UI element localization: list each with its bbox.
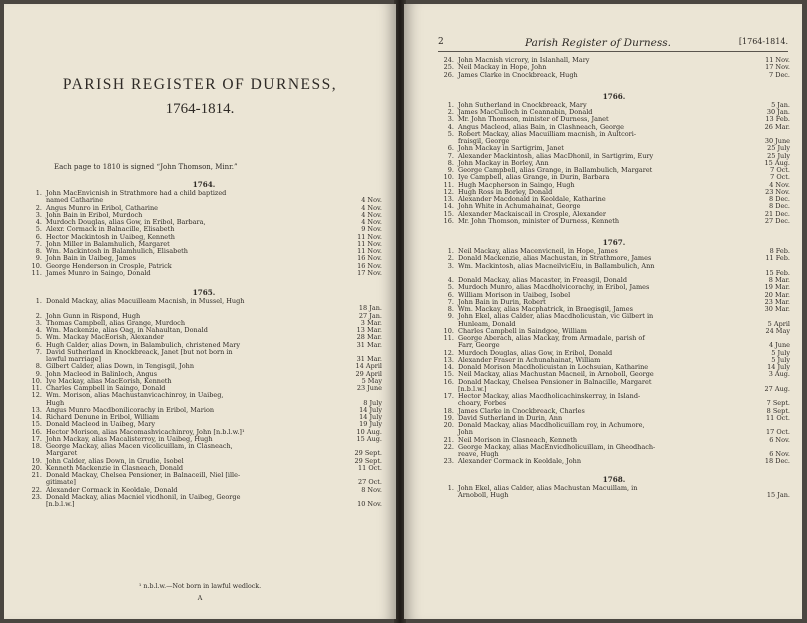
entry-number: 14. xyxy=(443,363,454,371)
entry-date: 30 Jan. xyxy=(766,108,790,116)
entry-text: Iye Mackay, alias MacEorish, Kenneth xyxy=(46,376,172,385)
entry-date: 19 Mar. xyxy=(764,283,790,292)
register-entry xyxy=(438,422,790,429)
entry-text: David Sutherland in Durin, Ann xyxy=(458,413,563,422)
entry-date: 17 Nov. xyxy=(357,268,382,277)
entry-number: 8. xyxy=(447,305,454,313)
entry-date: 23 Nov. xyxy=(765,187,790,196)
entry-text: Hugh Ross in Borley, Donald xyxy=(458,187,553,196)
entry-text: Murdoch Munro, alias Macdholvicorachy, in Eribol, James xyxy=(458,283,650,292)
entry-text: Hector Mackay, alias Macdholicachinskerray, in Island- xyxy=(458,392,641,400)
entry-date: 8 Feb. xyxy=(769,247,790,255)
entry-text: Kenneth Mackenzie in Clasneach, Donald xyxy=(46,463,184,472)
entry-date: 8 Dec. xyxy=(769,202,790,211)
entry-number: 25. xyxy=(443,63,454,72)
entry-date: 18 Jan. xyxy=(358,304,382,313)
entry-number: 2. xyxy=(35,311,42,320)
entry-date: 4 Nov. xyxy=(769,180,790,189)
entry-text: choary, Forbes xyxy=(458,399,507,408)
entry-date: 14 July xyxy=(767,363,790,371)
entry-number: 15. xyxy=(443,209,454,218)
entry-number: 23. xyxy=(443,457,454,466)
entry-date: 16 Nov. xyxy=(357,261,382,270)
entry-number: 9. xyxy=(35,254,42,263)
entry-text: Alexander Macdonald in Keoldale, Katharine xyxy=(458,195,606,203)
entry-text: James MacCulloch in Ceannabin, Donald xyxy=(458,108,593,116)
entry-date: 21 Dec. xyxy=(764,209,790,218)
entry-number: 3. xyxy=(447,261,454,270)
entry-text: [n.b.l.w.] xyxy=(458,384,487,393)
entry-text: Wm. Mackintosh in Balamhulich, Elisabeth xyxy=(46,247,188,255)
entry-number: 22. xyxy=(443,442,454,451)
entry-text: Murdoch Douglas, alias Gow, in Eribol, Donald xyxy=(458,348,613,357)
entry-date: 11 Nov. xyxy=(765,56,790,64)
entry-date: 4 June xyxy=(768,341,790,350)
entry-text: Iye Campbell, alias Grange, in Durin, Barbara xyxy=(458,173,610,182)
entry-date: 16 Nov. xyxy=(357,254,382,263)
entry-date: 19 July xyxy=(359,420,382,429)
entry-text: Donald Mackay, Chelsea Pensioner in Balnacille, Margaret xyxy=(458,377,652,386)
entry-date: 9 Nov. xyxy=(361,225,382,234)
entry-date: 3 Mar. xyxy=(360,318,382,327)
entry-date: 5 May xyxy=(361,376,382,385)
entry-text: John Bain in Durin, Robert xyxy=(458,297,546,306)
entry-date: 8 July xyxy=(363,398,382,407)
entry-number: 15. xyxy=(443,370,454,379)
entry-number: 10. xyxy=(443,326,454,335)
register-entry xyxy=(438,72,790,79)
year-block xyxy=(438,474,790,500)
entry-text: Angus Munro Macdbonilicorachy in Eribol, Marion xyxy=(46,405,215,414)
running-head xyxy=(438,37,788,49)
entry-number: 8. xyxy=(447,158,454,167)
entry-date: 11 Oct. xyxy=(766,413,790,422)
entry-date: 3 Aug. xyxy=(768,370,790,379)
entry-text: Arnoboll, Hugh xyxy=(458,490,509,499)
entry-text: Thomas Campbell, alias Grange, Murdoch xyxy=(46,318,186,327)
entry-number: 19. xyxy=(31,456,42,465)
entry-date: 23 June xyxy=(356,384,382,392)
entry-number: 6. xyxy=(447,144,454,153)
entry-number: 8. xyxy=(35,247,42,255)
entry-text: reave, Hugh xyxy=(458,450,499,458)
entry-text: Farr, George xyxy=(458,341,500,350)
entry-number: 16. xyxy=(443,377,454,386)
entry-number: 10. xyxy=(31,376,42,385)
entry-date: 5 July xyxy=(771,348,790,357)
year-block xyxy=(438,237,790,466)
entry-date: 24 May xyxy=(765,326,790,335)
entry-date: 15 Feb. xyxy=(765,268,790,277)
year-heading: 1764. xyxy=(192,180,216,189)
running-years: [1764-1814. xyxy=(738,37,788,46)
entry-number: 6. xyxy=(35,340,42,349)
entry-date: 6 Nov. xyxy=(769,435,790,444)
entry-number: 5. xyxy=(447,283,454,292)
entry-number: 10. xyxy=(443,173,454,182)
entry-text: John Ekel, alias Calder, alias Machustan Macuillam, in xyxy=(458,483,638,492)
entry-date: 13 Mar. xyxy=(356,326,382,334)
register-entry xyxy=(26,494,382,501)
entry-date: 13 Feb. xyxy=(765,115,790,124)
entry-text: John White in Achumahainat, George xyxy=(458,202,581,211)
entry-date: 29 Sept. xyxy=(354,456,382,465)
entry-number: 8. xyxy=(35,362,42,371)
entry-text: Hunleam, Donald xyxy=(458,319,516,328)
entry-number: 5. xyxy=(447,129,454,138)
entry-number: 11. xyxy=(31,384,42,392)
entry-text: John Bain in Uaibeg, James xyxy=(46,254,136,263)
entry-text: Wm. Mackay, alias Macphatrick, in Braegisgil, James xyxy=(458,305,633,313)
left-register-entries xyxy=(26,179,382,508)
entry-date: 28 Mar. xyxy=(356,333,382,342)
entry-text: Donald Mackay, alias Macaster, in Freasgil, Donald xyxy=(458,276,627,284)
entry-text: Hector Morison, alias Macomashvicachinroy, John [n.b.l.w.]¹ xyxy=(46,427,245,436)
entry-text: Donald Mackay, alias Macdholicuillam roy, in Achumore, xyxy=(458,421,645,429)
entry-text: Wm. Mackenzie, alias Oag, in Nahaultan, Donald xyxy=(46,326,208,334)
entry-date: 11 Nov. xyxy=(357,247,382,255)
entry-date: 27 Jan. xyxy=(358,311,382,320)
entry-number: 7. xyxy=(35,239,42,248)
register-entry xyxy=(438,379,790,386)
entry-text: George Henderson in Crosple, Patrick xyxy=(46,261,172,270)
entry-number: 12. xyxy=(443,187,454,196)
left-page xyxy=(4,4,396,619)
entry-date: 7 Oct. xyxy=(770,173,790,182)
entry-number: 16. xyxy=(31,427,42,436)
entry-text: William Morison in Uaibeg, Isobel xyxy=(458,290,571,299)
entry-date: 11 Nov. xyxy=(357,232,382,241)
entry-number xyxy=(438,492,458,499)
running-title: Parish Register of Durness. xyxy=(525,37,671,49)
entry-text: Neil Mackay, alias Macenvicneil, in Hope, James xyxy=(458,247,618,255)
entry-date: 29 April xyxy=(355,369,382,378)
signature-mark: A xyxy=(197,595,203,602)
entry-text: Alexander Mackaiscail in Crosple, Alexander xyxy=(458,209,607,218)
entry-text: George Aberach, alias Mackay, from Armadale, parish of xyxy=(458,334,645,342)
entry-date: 5 July xyxy=(771,355,790,364)
entry-number: 5. xyxy=(35,225,42,234)
entry-text: John Mackay in Sartigrim, Janet xyxy=(458,144,564,153)
entry-text: Alexr. Cormack in Balnacille, Elisabeth xyxy=(46,225,175,234)
register-entry xyxy=(438,263,790,270)
entry-text: John Mackay, alias Macalisterroy, in Uaibeg, Hugh xyxy=(46,434,213,443)
entry-text: Robert Mackay, alias Macuilliam macnish, in Aultcori- xyxy=(458,129,637,138)
entry-number: 21. xyxy=(443,435,454,444)
entry-number: 7. xyxy=(35,347,42,356)
entry-date: 30 June xyxy=(764,137,790,145)
entry-text: lawful marriage] xyxy=(46,355,102,363)
entry-text: Neil Mackay in Hope, John xyxy=(458,63,547,72)
entry-number: 11. xyxy=(443,180,454,189)
entry-number: 24. xyxy=(443,56,454,64)
entry-number: 15. xyxy=(31,420,42,429)
entry-date: 15 Jan. xyxy=(766,490,790,499)
entry-text: Hugh xyxy=(46,398,65,407)
entry-number: 21. xyxy=(31,471,42,479)
entry-number: 2. xyxy=(447,108,454,116)
entry-text: Charles Campbell in Saingo, Donald xyxy=(46,384,166,392)
entry-text: John Miller in Balamhulich, Margaret xyxy=(46,239,170,248)
entry-number: 18. xyxy=(31,442,42,450)
register-entry xyxy=(438,218,790,225)
entry-number: 17. xyxy=(31,434,42,443)
header-rule xyxy=(438,51,788,52)
entry-date: 4 Nov. xyxy=(361,203,382,212)
entry-text: Wm. Mackay MacEorish, Alexander xyxy=(46,333,164,342)
right-register-entries xyxy=(438,57,790,499)
register-entry xyxy=(26,501,382,508)
entry-text: fraisgil, George xyxy=(458,137,510,145)
year-heading: 1765. xyxy=(192,288,216,297)
entry-number: 3. xyxy=(447,115,454,124)
entry-text: Alexander Mackintosh, alias MacDhonil, in Sartigrim, Eury xyxy=(458,151,654,160)
year-block xyxy=(438,91,790,225)
entry-number: 1. xyxy=(35,297,42,305)
entry-number: 1. xyxy=(447,100,454,109)
entry-number: 14. xyxy=(31,413,42,421)
entry-text: gitimate] xyxy=(46,478,76,487)
entry-number: 20. xyxy=(443,421,454,429)
entry-number: 18. xyxy=(443,406,454,415)
register-entry xyxy=(26,298,382,305)
page-title: PARISH REGISTER OF DURNESS, xyxy=(62,76,338,93)
entry-number: 9. xyxy=(447,312,454,321)
entry-number: 1. xyxy=(447,483,454,492)
entry-text: John Ekel, alias Calder, alias Macdholicustan, vic Gilbert in xyxy=(458,312,654,321)
entry-number: 11. xyxy=(31,268,42,277)
entry-text: Neil Morison in Clasneach, Kenneth xyxy=(458,435,578,444)
entry-number: 2. xyxy=(447,254,454,263)
entry-date: 14 July xyxy=(359,405,382,414)
register-entry xyxy=(438,492,790,499)
entry-number: 2. xyxy=(35,203,42,212)
entry-date: 17 Oct. xyxy=(766,428,790,437)
entry-text: Neil Mackay, alias Machustan Macneil, in Arnoboll, George xyxy=(458,370,654,379)
signed-note: Each page to 1810 is signed “John Thomson, Minr.” xyxy=(54,163,238,171)
entry-date: 29 Sept. xyxy=(354,449,382,458)
entry-text: Mr. John Thomson, minister of Durness, Janet xyxy=(458,115,609,124)
entry-number: 16. xyxy=(443,216,454,225)
entry-text: Margaret xyxy=(46,449,78,458)
entry-text: Alexander Cormack in Keoldale, Donald xyxy=(46,485,178,494)
entry-text: George Campbell, alias Grange, in Ballambulich, Margaret xyxy=(458,166,653,174)
entry-number: 12. xyxy=(443,348,454,357)
entry-text: Gilbert Calder, alias Down, in Tengisgil, John xyxy=(46,362,195,371)
entry-date: 11 Feb. xyxy=(765,254,790,263)
entry-text: Donald Mackay, alias Macuilleam Macnish, in Mussel, Hugh xyxy=(46,297,245,305)
footnote: ¹ n.b.l.w.—Not born in lawful wedlock. xyxy=(138,583,262,590)
entry-text: [n.b.l.w.] xyxy=(46,500,75,508)
entry-number: 9. xyxy=(35,369,42,378)
entry-text: Richard Denune in Eribol, William xyxy=(46,413,160,421)
entry-date: 23 Mar. xyxy=(764,297,790,306)
year-block xyxy=(438,57,790,79)
entry-date: 14 April xyxy=(355,362,382,371)
entry-number: 7. xyxy=(447,151,454,160)
entry-text: James Clarke in Cnockbreack, Hugh xyxy=(458,70,578,79)
entry-text: Donald Morison Macdholicuistan in Lochsuian, Katharine xyxy=(458,363,649,371)
entry-text: John Macnish vicrory, in Islanhall, Mary xyxy=(458,56,590,64)
page-title-years: 1764-1814. xyxy=(165,101,235,117)
entry-text: Angus Macleod, alias Bain, in Clashneach, George xyxy=(458,122,625,131)
year-heading: 1766. xyxy=(602,91,626,101)
entry-date: 4 Nov. xyxy=(361,196,382,205)
page-number: 2 xyxy=(438,37,444,47)
entry-number: 7. xyxy=(447,297,454,306)
register-entry xyxy=(26,270,382,277)
year-block xyxy=(26,179,382,277)
entry-number: 1. xyxy=(35,189,42,197)
entry-text: John Calder, alias Down, in Grudie, Isobel xyxy=(46,456,184,465)
entry-number: 23. xyxy=(31,492,42,501)
entry-text: John Macleod in Balinloch, Angus xyxy=(46,369,158,378)
entry-date: 27 Aug. xyxy=(764,384,790,393)
entry-date: 4 Nov. xyxy=(361,210,382,219)
entry-text: George Mackay, alias MacEnvicdholicuillam, in Gheodhach- xyxy=(458,442,656,451)
entry-number: 10. xyxy=(31,261,42,270)
entry-date: 6 Nov. xyxy=(769,450,790,458)
entry-date: 31 Mar. xyxy=(356,340,382,349)
entry-number: 19. xyxy=(443,413,454,422)
entry-date: 7 Dec. xyxy=(769,70,790,79)
entry-number: 9. xyxy=(447,166,454,174)
entry-text: Donald Mackay, Chelsea Pensioner, in Balnaceill, Niel [ille- xyxy=(46,471,241,479)
entry-date: 4 Nov. xyxy=(361,218,382,226)
entry-text: John Mackay in Borley, Ann xyxy=(458,158,549,167)
entry-text: Wm. Mackintosh, alias MacneilvicEiu, in Ballambulich, Ann xyxy=(458,261,655,270)
year-heading: 1767. xyxy=(602,238,626,247)
entry-date: 8 Dec. xyxy=(769,195,790,203)
entry-number: 26. xyxy=(443,70,454,79)
entry-text: David Sutherland in Knockbreack, Janet [but not born in xyxy=(46,347,233,356)
entry-text: Alexander Fraser in Achunahainat, William xyxy=(458,355,601,364)
entry-date: 25 July xyxy=(767,151,790,160)
entry-number: 5. xyxy=(35,333,42,342)
entry-number: 1. xyxy=(447,247,454,255)
entry-number: 20. xyxy=(31,463,42,472)
entry-text: Alexander Cormack in Keoldale, John xyxy=(458,457,582,466)
entry-text: James Clarke in Cnockbreack, Charles xyxy=(458,406,585,415)
entry-date: 27 Dec. xyxy=(764,216,790,225)
entry-text: Mr. John Thomson, minister of Durness, Kenneth xyxy=(458,216,620,225)
entry-number: 13. xyxy=(31,405,42,414)
entry-number: 13. xyxy=(443,195,454,203)
entry-date: 11 Oct. xyxy=(358,463,382,472)
entry-date: 20 Mar. xyxy=(764,290,790,299)
entry-date: 8 Sept. xyxy=(766,406,790,415)
entry-text: Hugh Calder, alias Down, in Balambulich, christened Mary xyxy=(46,340,240,349)
entry-text: Hugh Macpherson in Saingo, Hugh xyxy=(458,180,575,189)
entry-text: John xyxy=(458,428,473,437)
entry-date: 7 Sept. xyxy=(766,399,790,408)
register-entry xyxy=(26,443,382,450)
entry-date: 10 Aug. xyxy=(356,427,382,436)
entry-number: 13. xyxy=(443,355,454,364)
year-heading: 1768. xyxy=(602,474,626,484)
entry-text: George Mackay, alias Macen vicolicuillam, in Clasneach, xyxy=(46,442,233,450)
entry-date: 10 Nov. xyxy=(357,500,382,508)
entry-number: 3. xyxy=(35,210,42,219)
entry-text: Donald Macleod in Uaibeg, Mary xyxy=(46,420,156,429)
entry-date: 5 Jan. xyxy=(771,100,790,109)
right-page xyxy=(404,4,802,619)
register-entry xyxy=(26,392,382,399)
entry-text: Charles Campbell in Saindgoe, William xyxy=(458,326,587,335)
entry-text: John MacEnvicnish in Strathmore had a child baptized xyxy=(46,189,227,197)
year-block xyxy=(26,287,382,508)
entry-date: 15 Aug. xyxy=(764,158,790,167)
entry-date: 30 Mar. xyxy=(764,305,790,313)
entry-number: 6. xyxy=(447,290,454,299)
entry-number: 14. xyxy=(443,202,454,211)
entry-number: 4. xyxy=(447,122,454,131)
entry-text: John Bain in Eribol, Murdoch xyxy=(46,210,143,219)
entry-number: 3. xyxy=(35,318,42,327)
entry-text: Angus Munro in Eribol, Catharine xyxy=(46,203,159,212)
entry-text: Donald Mackenzie, alias Machustan, in Strathmore, James xyxy=(458,254,652,263)
entry-date: 15 Aug. xyxy=(356,434,382,443)
entry-date: 27 Oct. xyxy=(358,478,382,487)
entry-date: 18 Dec. xyxy=(764,457,790,466)
entry-date: 17 Nov. xyxy=(765,63,790,72)
entry-number: 4. xyxy=(447,276,454,284)
entry-text: John Sutherland in Cnockbreack, Mary xyxy=(458,100,587,109)
entry-date: 25 July xyxy=(767,144,790,153)
entry-number: 22. xyxy=(31,485,42,494)
entry-number: 4. xyxy=(35,218,42,226)
entry-text: named Catharine xyxy=(46,196,104,205)
register-entry xyxy=(26,472,382,479)
entry-number xyxy=(26,501,46,508)
entry-date: 8 Nov. xyxy=(361,485,382,494)
entry-text: Hector Mackintosh in Uaibeg, Kenneth xyxy=(46,232,175,241)
entry-text: Wm. Morison, alias Machustanvicachinroy, in Uaibeg, xyxy=(46,391,224,400)
register-entry xyxy=(438,458,790,465)
entry-number: 17. xyxy=(443,392,454,400)
entry-date: 5 April xyxy=(767,319,790,328)
entry-date: 8 Mar. xyxy=(768,276,790,284)
entry-date: 7 Oct. xyxy=(770,166,790,174)
entry-date: 26 Mar. xyxy=(764,122,790,131)
entry-number: 6. xyxy=(35,232,42,241)
entry-text: James Munro in Saingo, Donald xyxy=(46,268,151,277)
entry-date: 11 Nov. xyxy=(357,239,382,248)
entry-number: 11. xyxy=(443,334,454,342)
entry-number: 12. xyxy=(31,391,42,400)
entry-text: John Gunn in Rispond, Hugh xyxy=(46,311,141,320)
entry-number: 4. xyxy=(35,326,42,334)
entry-text: Murdoch Douglas, alias Gow, in Eribol, Barbara, xyxy=(46,218,206,226)
entry-date: 14 July xyxy=(359,413,382,421)
entry-date: 31 Mar. xyxy=(356,355,382,363)
entry-text: Donald Mackay, alias Macniel vicdhonil, in Uaibeg, George xyxy=(46,492,241,501)
